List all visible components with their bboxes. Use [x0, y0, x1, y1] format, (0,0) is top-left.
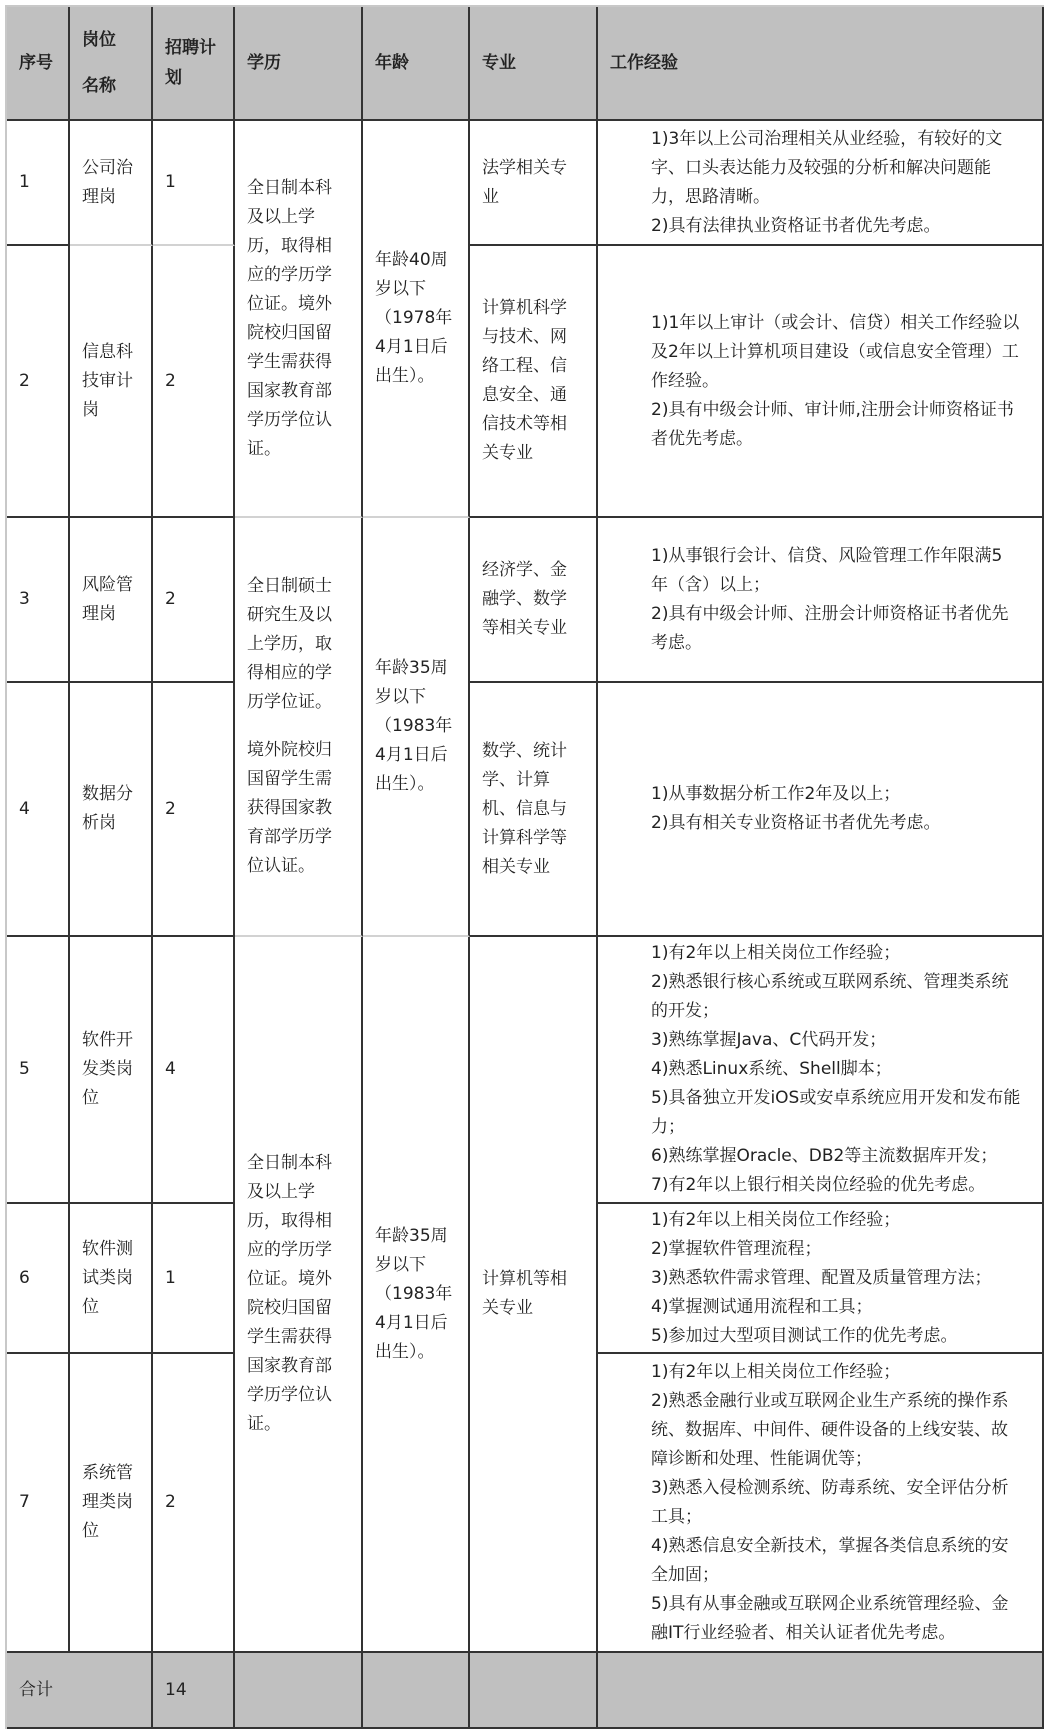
education-line: 位证。境外 — [247, 293, 332, 314]
major-line: 学、计算 — [482, 769, 550, 790]
cell-no: 4 — [7, 683, 70, 937]
major-line: 关专业 — [482, 443, 533, 463]
age-line: 年龄35周 — [375, 1225, 448, 1246]
total-row — [7, 1653, 1044, 1729]
experience-line: 1)有2年以上相关岗位工作经验； — [651, 943, 901, 963]
position-name-line: 信息科 — [82, 341, 133, 362]
experience-line: 及2年以上计算机项目建设（或信息安全管理）工 — [651, 341, 1019, 362]
education-line: 学生需获得 — [247, 351, 332, 372]
cell-experience — [598, 1354, 1044, 1653]
age-line: （1978年 — [375, 308, 453, 328]
table-row — [7, 518, 1044, 683]
total-label: 合计 — [7, 1653, 153, 1729]
experience-line: 2)具有中级会计师、注册会计师资格证书者优先 — [651, 603, 1009, 624]
major-line: 计算科学等 — [482, 827, 567, 848]
education-line: 学历学位认 — [247, 1385, 332, 1405]
experience-line: 4)掌握测试通用流程和工具； — [651, 1296, 873, 1317]
experience-line: 4)熟悉Linux系统、Shell脚本； — [651, 1059, 892, 1079]
header-education: 学历 — [235, 7, 363, 121]
cell-recruit-count: 2 — [153, 1354, 235, 1653]
experience-line: 2)熟悉金融行业或互联网企业生产系统的操作系 — [651, 1390, 1009, 1411]
cell-age-group-1 — [363, 121, 470, 518]
age-line: 出生）。 — [375, 774, 435, 794]
cell-no: 2 — [7, 246, 70, 518]
cell-experience — [598, 683, 1044, 937]
education-line: 及以上学 — [247, 206, 315, 227]
position-name-line: 理岗 — [82, 603, 116, 624]
experience-line: 考虑。 — [651, 632, 702, 653]
education-line: 位证。境外 — [247, 1269, 332, 1289]
position-name-line: 理岗 — [82, 186, 116, 207]
age-line: 岁以下 — [375, 687, 426, 707]
education-line: 境外院校归 — [247, 740, 332, 760]
position-name-line: 软件测 — [82, 1238, 133, 1259]
major-line: 数学、统计 — [482, 740, 567, 761]
major-line: 计算机科学 — [482, 298, 567, 318]
experience-line: 力，思路清晰。 — [651, 186, 770, 207]
experience-line: 1)有2年以上相关岗位工作经验； — [651, 1361, 901, 1382]
experience-line: 作经验。 — [651, 370, 719, 391]
cell-position-name — [70, 1204, 153, 1354]
education-line: 证。 — [247, 438, 281, 459]
table-row — [7, 246, 1044, 518]
cell-recruit-count: 2 — [153, 518, 235, 683]
position-name-line: 软件开 — [82, 1030, 133, 1050]
header-position-name-line: 岗位 — [82, 30, 116, 50]
major-line: 息安全、通 — [482, 385, 567, 405]
cell-no: 5 — [7, 937, 70, 1204]
position-name-line: 公司治 — [82, 157, 133, 178]
major-line: 法学相关专 — [482, 157, 567, 178]
table-row — [7, 121, 1044, 246]
header-position-name — [70, 7, 153, 121]
total-count: 14 — [153, 1653, 235, 1729]
education-line: 国家教育部 — [247, 380, 332, 401]
position-name-line: 技审计 — [82, 370, 133, 391]
major-line: 业 — [482, 186, 499, 207]
header-age: 年龄 — [363, 7, 470, 121]
experience-line: 7)有2年以上银行相关岗位经验的优先考虑。 — [651, 1175, 986, 1195]
cell-experience — [598, 518, 1044, 683]
cell-age-group-3 — [363, 937, 470, 1653]
education-line: 学历学位认 — [247, 409, 332, 430]
experience-line: 2)具有法律执业资格证书者优先考虑。 — [651, 215, 941, 236]
header-major: 专业 — [470, 7, 598, 121]
experience-line: 3)熟悉软件需求管理、配置及质量管理方法； — [651, 1267, 992, 1288]
age-line: 年龄40周 — [375, 250, 448, 270]
cell-position-name — [70, 518, 153, 683]
education-line: 得相应的学 — [247, 663, 332, 683]
major-line: 与技术、网 — [482, 327, 567, 347]
position-name-line: 发类岗 — [82, 1059, 133, 1079]
experience-line: 1)1年以上审计（或会计、信贷）相关工作经验以 — [651, 312, 1020, 333]
education-paragraph — [247, 736, 355, 881]
recruitment-table — [5, 5, 1044, 1729]
total-empty-experience — [598, 1653, 1044, 1729]
education-paragraph — [247, 572, 355, 717]
age-line: （1983年 — [375, 1283, 453, 1304]
cell-no: 3 — [7, 518, 70, 683]
cell-recruit-count: 2 — [153, 683, 235, 937]
education-line: 院校归国留 — [247, 322, 332, 343]
education-line: 历，取得相 — [247, 1211, 332, 1231]
major-line: 相关专业 — [482, 856, 550, 877]
major-line: 融学、数学 — [482, 589, 567, 609]
position-name-line: 岗 — [82, 399, 99, 420]
header-row — [7, 7, 1044, 121]
experience-line: 的开发； — [651, 1001, 719, 1021]
cell-recruit-count: 2 — [153, 246, 235, 518]
education-line: 位认证。 — [247, 856, 315, 876]
major-line: 计算机等相 — [482, 1269, 567, 1289]
education-line: 育部学历学 — [247, 827, 332, 847]
major-line: 信技术等相 — [482, 414, 567, 434]
position-name-line: 风险管 — [82, 574, 133, 595]
experience-line: 5)具有从事金融或互联网企业系统管理经验、金 — [651, 1593, 1009, 1614]
header-recruit-plan — [153, 7, 235, 121]
cell-education-group-2 — [235, 518, 363, 937]
cell-education-group-1 — [235, 121, 363, 518]
position-name-line: 位 — [82, 1296, 99, 1317]
cell-recruit-count: 1 — [153, 1204, 235, 1354]
cell-position-name — [70, 937, 153, 1204]
experience-line: 字、口头表达能力及较强的分析和解决问题能 — [651, 157, 991, 178]
cell-major — [470, 518, 598, 683]
position-name-line: 位 — [82, 1088, 99, 1108]
experience-line: 4)熟悉信息安全新技术，掌握各类信息系统的安 — [651, 1535, 1009, 1556]
age-line: 年龄35周 — [375, 658, 448, 678]
position-name-line: 析岗 — [82, 813, 116, 833]
education-line: 历，取得相 — [247, 235, 332, 256]
experience-line: 力； — [651, 1117, 685, 1137]
cell-experience — [598, 1204, 1044, 1354]
experience-line: 2)具有中级会计师、审计师,注册会计师资格证书 — [651, 399, 1014, 420]
age-line: 岁以下 — [375, 279, 426, 299]
experience-line: 1)3年以上公司治理相关从业经验，有较好的文 — [651, 128, 1003, 149]
education-line: 全日制本科 — [247, 177, 332, 198]
experience-line: 者优先考虑。 — [651, 428, 753, 449]
experience-line: 全加固； — [651, 1564, 719, 1585]
cell-experience — [598, 121, 1044, 246]
table-row — [7, 937, 1044, 1204]
cell-experience — [598, 937, 1044, 1204]
education-line: 上学历，取 — [247, 634, 332, 654]
cell-age-group-2 — [363, 518, 470, 937]
age-line: 4月1日后 — [375, 1312, 448, 1333]
position-name-line: 理类岗 — [82, 1492, 133, 1512]
experience-line: 3)熟练掌握Java、C代码开发； — [651, 1030, 887, 1050]
cell-recruit-count: 4 — [153, 937, 235, 1204]
major-line: 机、信息与 — [482, 798, 567, 819]
experience-line: 6)熟练掌握Oracle、DB2等主流数据库开发； — [651, 1146, 998, 1166]
cell-major — [470, 121, 598, 246]
age-line: （1983年 — [375, 716, 453, 736]
position-name-line: 试类岗 — [82, 1267, 133, 1288]
education-line: 全日制硕士 — [247, 576, 332, 596]
cell-position-name — [70, 246, 153, 518]
total-empty-major — [470, 1653, 598, 1729]
experience-line: 5)具备独立开发iOS或安卓系统应用开发和发布能 — [651, 1088, 1021, 1108]
header-experience: 工作经验 — [598, 7, 1044, 121]
experience-line: 2)熟悉银行核心系统或互联网系统、管理类系统 — [651, 972, 1009, 992]
cell-no: 7 — [7, 1354, 70, 1653]
education-line: 历学位证。 — [247, 692, 332, 712]
table-row — [7, 683, 1044, 937]
cell-no: 6 — [7, 1204, 70, 1354]
cell-recruit-count: 1 — [153, 121, 235, 246]
experience-line: 5)参加过大型项目测试工作的优先考虑。 — [651, 1325, 958, 1346]
age-line: 出生）。 — [375, 366, 435, 386]
experience-line: 1)从事银行会计、信贷、风险管理工作年限满5 — [651, 545, 1003, 566]
experience-line: 障诊断和处理、性能调优等； — [651, 1448, 872, 1469]
position-name-line: 系统管 — [82, 1463, 133, 1483]
experience-line: 融IT行业经验者、相关认证者优先考虑。 — [651, 1622, 956, 1643]
experience-line: 工具； — [651, 1506, 702, 1527]
experience-line: 统、数据库、中间件、硬件设备的上线安装、故 — [651, 1419, 1008, 1440]
major-line: 络工程、信 — [482, 356, 567, 376]
education-line: 院校归国留 — [247, 1298, 332, 1318]
education-line: 国家教育部 — [247, 1356, 332, 1376]
total-empty-education — [235, 1653, 363, 1729]
cell-major — [470, 683, 598, 937]
experience-line: 年（含）以上； — [651, 574, 770, 595]
age-line: 出生）。 — [375, 1341, 435, 1362]
education-line: 应的学历学 — [247, 264, 332, 285]
education-line: 应的学历学 — [247, 1240, 332, 1260]
education-line: 证。 — [247, 1414, 281, 1434]
education-line: 获得国家教 — [247, 798, 332, 818]
experience-line: 2)掌握软件管理流程； — [651, 1238, 822, 1259]
education-line: 国留学生需 — [247, 769, 332, 789]
age-line: 4月1日后 — [375, 337, 448, 357]
major-line: 等相关专业 — [482, 618, 567, 638]
age-line: 4月1日后 — [375, 745, 448, 765]
experience-line: 1)有2年以上相关岗位工作经验； — [651, 1209, 901, 1230]
header-position-name-line: 名称 — [82, 76, 116, 96]
experience-line: 1)从事数据分析工作2年及以上； — [651, 784, 901, 804]
education-line: 及以上学 — [247, 1182, 315, 1202]
position-name-line: 位 — [82, 1521, 99, 1541]
cell-position-name — [70, 121, 153, 246]
cell-major-shared — [470, 937, 598, 1653]
cell-position-name — [70, 1354, 153, 1653]
cell-major — [470, 246, 598, 518]
education-line: 研究生及以 — [247, 605, 332, 625]
header-recruit-plan-line: 划 — [165, 68, 182, 88]
experience-line: 3)熟悉入侵检测系统、防毒系统、安全评估分析 — [651, 1477, 1009, 1498]
major-line: 关专业 — [482, 1298, 533, 1318]
experience-line: 2)具有相关专业资格证书者优先考虑。 — [651, 813, 941, 833]
position-name-line: 数据分 — [82, 784, 133, 804]
cell-no: 1 — [7, 121, 70, 246]
header-recruit-plan-line: 招聘计 — [165, 38, 216, 58]
cell-position-name — [70, 683, 153, 937]
cell-education-group-3 — [235, 937, 363, 1653]
age-line: 岁以下 — [375, 1254, 426, 1275]
major-line: 经济学、金 — [482, 560, 567, 580]
total-empty-age — [363, 1653, 470, 1729]
education-line: 全日制本科 — [247, 1153, 332, 1173]
education-line: 学生需获得 — [247, 1327, 332, 1347]
cell-experience — [598, 246, 1044, 518]
header-no: 序号 — [7, 7, 70, 121]
